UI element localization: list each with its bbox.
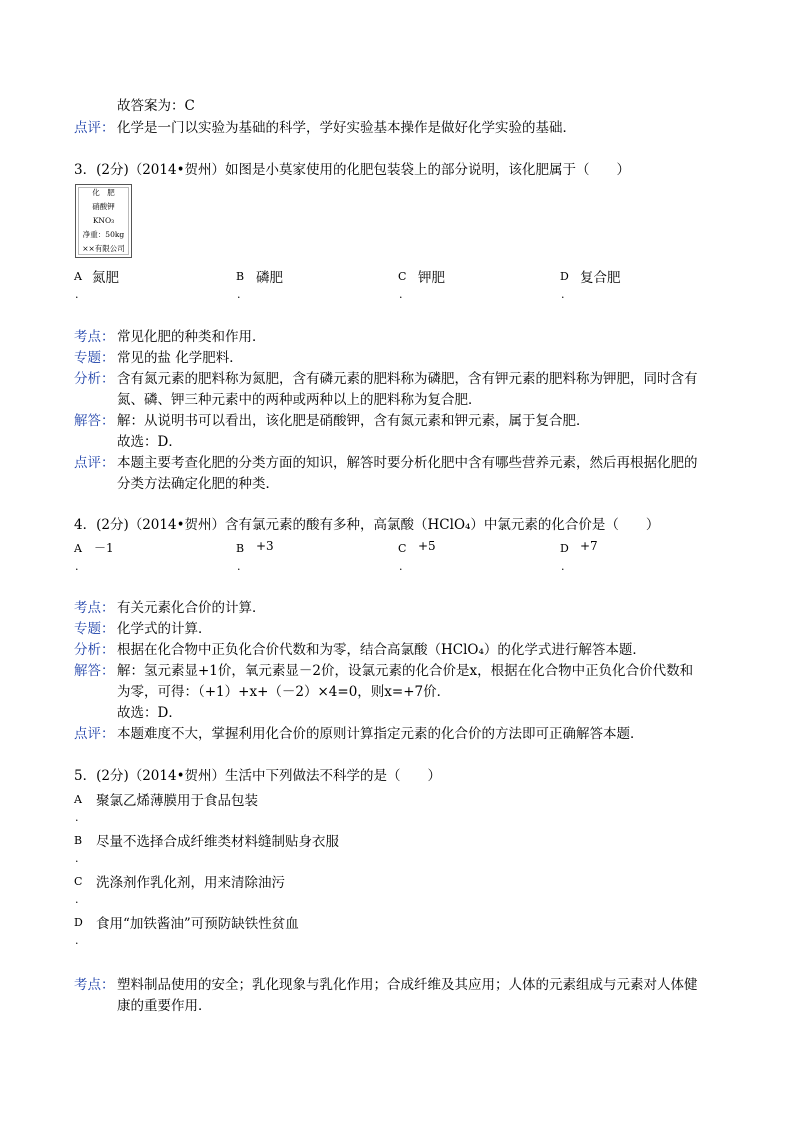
q4-jieda-1: 解：氢元素显+1价，氧元素显－2价，设氯元素的化合价是x，根据在化合物中正负化合价代数和: [117, 663, 694, 679]
q4-pingping-label: 点评：: [74, 726, 115, 742]
q3-jieda-2: 故选：D．: [117, 434, 182, 450]
option-text: －1: [94, 541, 114, 555]
q4-zhuanti-label: 专题：: [74, 621, 115, 637]
fert-line-4: 净重：50kg: [82, 230, 125, 239]
q5-kaodian-2: 康的重要作用．: [117, 998, 212, 1014]
q4-jieda-3: 故选：D．: [117, 705, 182, 721]
q4-kaodian: 有关元素化合价的计算．: [117, 600, 266, 616]
q3-kaodian: 常见化肥的种类和作用．: [117, 329, 266, 345]
option-text: +7: [580, 539, 598, 553]
q4-kaodian-label: 考点：: [74, 600, 115, 616]
q5-kaodian-label: 考点：: [74, 977, 115, 993]
q3-fenxi-label: 分析：: [74, 371, 115, 387]
q3-jieda-1: 解：从说明书可以看出，该化肥是硝酸钾，含有氮元素和钾元素，属于复合肥．: [117, 413, 590, 429]
fert-line-3: KNO₃: [92, 216, 115, 225]
q3-pingping-label: 点评：: [74, 455, 115, 471]
q3-fenxi-1: 含有氮元素的肥料称为氮肥，含有磷元素的肥料称为磷肥，含有钾元素的肥料称为钾肥，同时含有: [117, 371, 698, 387]
q3-fenxi-2: 氮、磷、钾三种元素中的两种或两种以上的肥料称为复合肥．: [117, 392, 482, 408]
q4-fenxi-1: 根据在化合物中正负化合价代数和为零，结合高氯酸（HClO₄）的化学式进行解答本题．: [117, 642, 646, 658]
q4-pingping-1: 本题难度不大，掌握利用化合价的原则计算指定元素的化合价的方法即可正确解答本题．: [117, 726, 644, 742]
q3-kaodian-label: 考点：: [74, 329, 115, 345]
fert-line-1: 化 肥: [92, 188, 115, 197]
option-text: +5: [418, 539, 436, 553]
document-page: 故答案为：C 点评： 化学是一门以实验为基础的科学，学好实验基本操作是做好化学实验的基础． 3．(2分)（2014•贺州）如图是小莫家使用的化肥包装袋上的部分说明，该化肥属于（ ） 化 肥 硝酸钾 KNO₃ 净重：50kg ××有限公司 A . 氮肥 B . 磷肥 C . 钾肥 D . 复合肥 考点： 常见化肥的种类和作用． 专题： 常见的盐 化学肥料． 分析： 含有氮元素的肥料称为氮肥，含有磷元素的肥料称为磷肥，含有钾元素的肥料称为钾肥，同时含有 氮、磷、钾三种元素中的两种或两种以上的肥料称为复合肥． 解答： 解：从说明书可以看出，该化肥是硝酸钾，含有氮元素和钾元素，属于复合肥． 故选：D． 点评： 本题主要考查化肥的分类方面的知识，解答时要分析化肥中含有哪些营养元素，然后再根据化肥的 分类方法确定化肥的种类． 4．(2分)（2014•贺州）含有氯元素的酸有多种，高氯酸（HClO₄）中氯元素的化合价是（ ） A . －1 B . +3 C . +5 D . +7 考点： 有关元素化合价的计算． 专题： 化学式的计算． 分析： 根据在化合物中正负化合价代数和为零，结合高氯酸（HClO₄）的化学式进行解答本题． 解答： 解：氢元素显+1价，氧元素显－2价，设氯元素的化合价是x，根据在化合物中正负化合价代数和 为零，可得：（+1）+x+（－2）×4=0，则x=+7价． 故选：D． 点评： 本题难度不大，掌握利用化合价的原则计算指定元素的化合价的方法即可正确解答本题． 5．(2分)（2014•贺州）生活中下列做法不科学的是（ ） A . 聚氯乙烯薄膜用于食品包装 B . 尽量不选择合成纤维类材料缝制贴身衣服 C . 洗涤剂作乳化剂，用来清除油污 D . 食用“加铁酱油”可预防缺铁性贫血 考点： 塑料制品使用的安全；乳化现象与乳化作用；合成纤维及其应用；人体的元素组成与元素对人体健 康的重要作用．: [74, 98, 698, 1014]
q3-pingping-1: 本题主要考查化肥的分类方面的知识，解答时要分析化肥中含有哪些营养元素，然后再根据化肥的: [117, 455, 698, 471]
q3-pingping-2: 分类方法确定化肥的种类．: [117, 476, 279, 492]
option-text: +3: [256, 539, 274, 553]
fertilizer-label-image: [75, 184, 132, 258]
fert-line-2: 硝酸钾: [92, 202, 115, 211]
q3-zhuanti-label: 专题：: [74, 350, 115, 366]
option-text: 洗涤剂作乳化剂，用来清除油污: [96, 875, 285, 891]
option-text: 尽量不选择合成纤维类材料缝制贴身衣服: [96, 834, 339, 850]
option-text: 聚氯乙烯薄膜用于食品包装: [96, 793, 258, 809]
q3-jieda-label: 解答：: [74, 413, 115, 429]
q4-jieda-2: 为零，可得：（+1）+x+（－2）×4=0，则x=+7价．: [117, 684, 451, 700]
option-text: 氮肥: [92, 270, 119, 286]
fert-line-5: ××有限公司: [82, 244, 125, 253]
q4-zhuanti: 化学式的计算．: [117, 621, 212, 637]
q3-zhuanti: 常见的盐 化学肥料．: [117, 350, 243, 366]
q3-stem: 3．(2分)（2014•贺州）如图是小莫家使用的化肥包装袋上的部分说明，该化肥属于（ ）: [74, 162, 631, 178]
answer-text: 故答案为：C: [117, 98, 195, 114]
q4-stem: 4．(2分)（2014•贺州）含有氯元素的酸有多种，高氯酸（HClO₄）中氯元素的化合价是（ ）: [74, 517, 660, 533]
option-text: 复合肥: [580, 270, 621, 286]
option-text: 钾肥: [418, 270, 445, 286]
q5-stem: 5．(2分)（2014•贺州）生活中下列做法不科学的是（ ）: [74, 768, 442, 784]
option-text: 磷肥: [256, 270, 283, 286]
q4-jieda-label: 解答：: [74, 663, 115, 679]
q5-kaodian-1: 塑料制品使用的安全；乳化现象与乳化作用；合成纤维及其应用；人体的元素组成与元素对人体健: [117, 977, 698, 993]
comment-label: 点评：: [74, 120, 115, 136]
q4-fenxi-label: 分析：: [74, 642, 115, 658]
option-text: 食用“加铁酱油”可预防缺铁性贫血: [96, 916, 299, 932]
comment-text: 化学是一门以实验为基础的科学，学好实验基本操作是做好化学实验的基础．: [117, 120, 576, 136]
